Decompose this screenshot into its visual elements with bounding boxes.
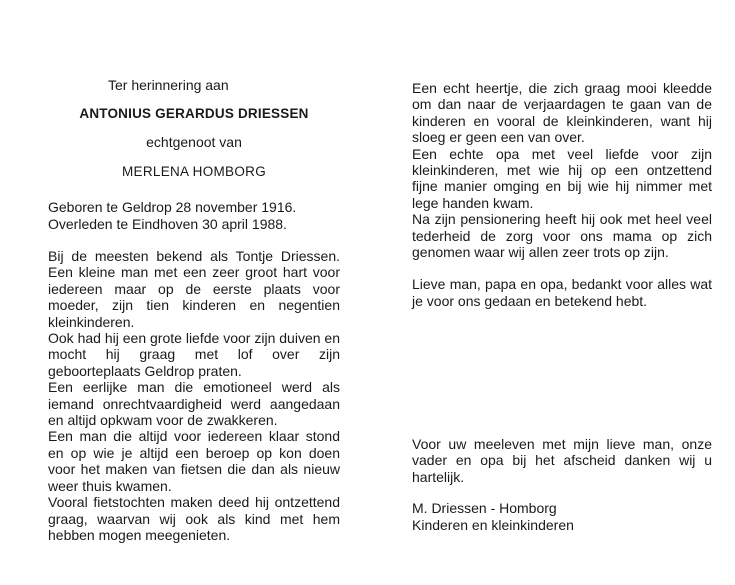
birth-line: Geboren te Geldrop 28 november 1916. bbox=[48, 199, 297, 215]
spouse-name: MERLENA HOMBORG bbox=[121, 164, 267, 179]
death-line: Overleden te Eindhoven 30 april 1988. bbox=[48, 215, 287, 232]
paragraph: Een echt heertje, die zich graag mooi kleedde om dan naar de verjaardagen te gaan van de kinderen en vooral de kleinkinderen, want hij sloeg er geen een van over. bbox=[412, 80, 712, 146]
paragraph: Vooral fietstochten maken deed hij ontzettend graag, waarvan wij ook als kind met hem hebben mogen meegenieten. bbox=[48, 494, 340, 543]
paragraph: Een eerlijke man die emotioneel werd als iemand onrechtvaardigheid werd aangedaan en altijd opkwam voor de zwakkeren. bbox=[48, 379, 340, 429]
thanks-text: Voor uw meeleven met mijn lieve man, onze vader en opa bij het afscheid danken wij u hartelijk. bbox=[412, 436, 712, 485]
paragraph: Ook had hij een grote liefde voor zijn duiven en mocht hij graag met lof over zijn geboorteplaats Geldrop praten. bbox=[48, 330, 340, 379]
intro-line: Ter herinnering aan bbox=[108, 77, 229, 93]
paragraph: Lieve man, papa en opa, bedankt voor alles wat je voor ons gedaan en betekend hebt. bbox=[412, 276, 712, 309]
paragraph: Bij de meesten bekend als Tontje Driessen. Een kleine man met een zeer groot hart voor iedereen maar op de eerste plaats voor moeder, zijn tien kinderen en negentien kleinkinderen. bbox=[48, 248, 340, 330]
left-paragraphs bbox=[48, 248, 340, 543]
signature-block bbox=[412, 500, 712, 533]
paragraph: Een man die altijd voor iedereen klaar stond en op wie je altijd een beroep op kon doen voor het maken van fietsen die dan als nieuw weer thuis kwamen. bbox=[48, 428, 340, 494]
deceased-name: ANTONIUS GERARDUS DRIESSEN bbox=[79, 106, 309, 121]
paragraph: Na zijn pensionering heeft hij ook met heel veel tederheid de zorg voor ons mama op zich genomen waar wij allen zeer trots op zijn. bbox=[412, 211, 712, 261]
signature-family: Kinderen en kleinkinderen bbox=[412, 516, 574, 533]
left-column bbox=[48, 76, 340, 543]
right-column bbox=[412, 80, 712, 309]
signature-name: M. Driessen - Homborg bbox=[412, 500, 557, 516]
life-dates bbox=[48, 199, 340, 232]
right-paragraphs bbox=[412, 80, 712, 309]
spouse-intro: echtgenoot van bbox=[146, 134, 242, 150]
paragraph: Een echte opa met veel liefde voor zijn kleinkinderen, met wie hij op een ontzettend fijne manier omging en bij wie hij nimmer met lege handen kwam. bbox=[412, 145, 712, 211]
thanks-note bbox=[412, 436, 712, 485]
